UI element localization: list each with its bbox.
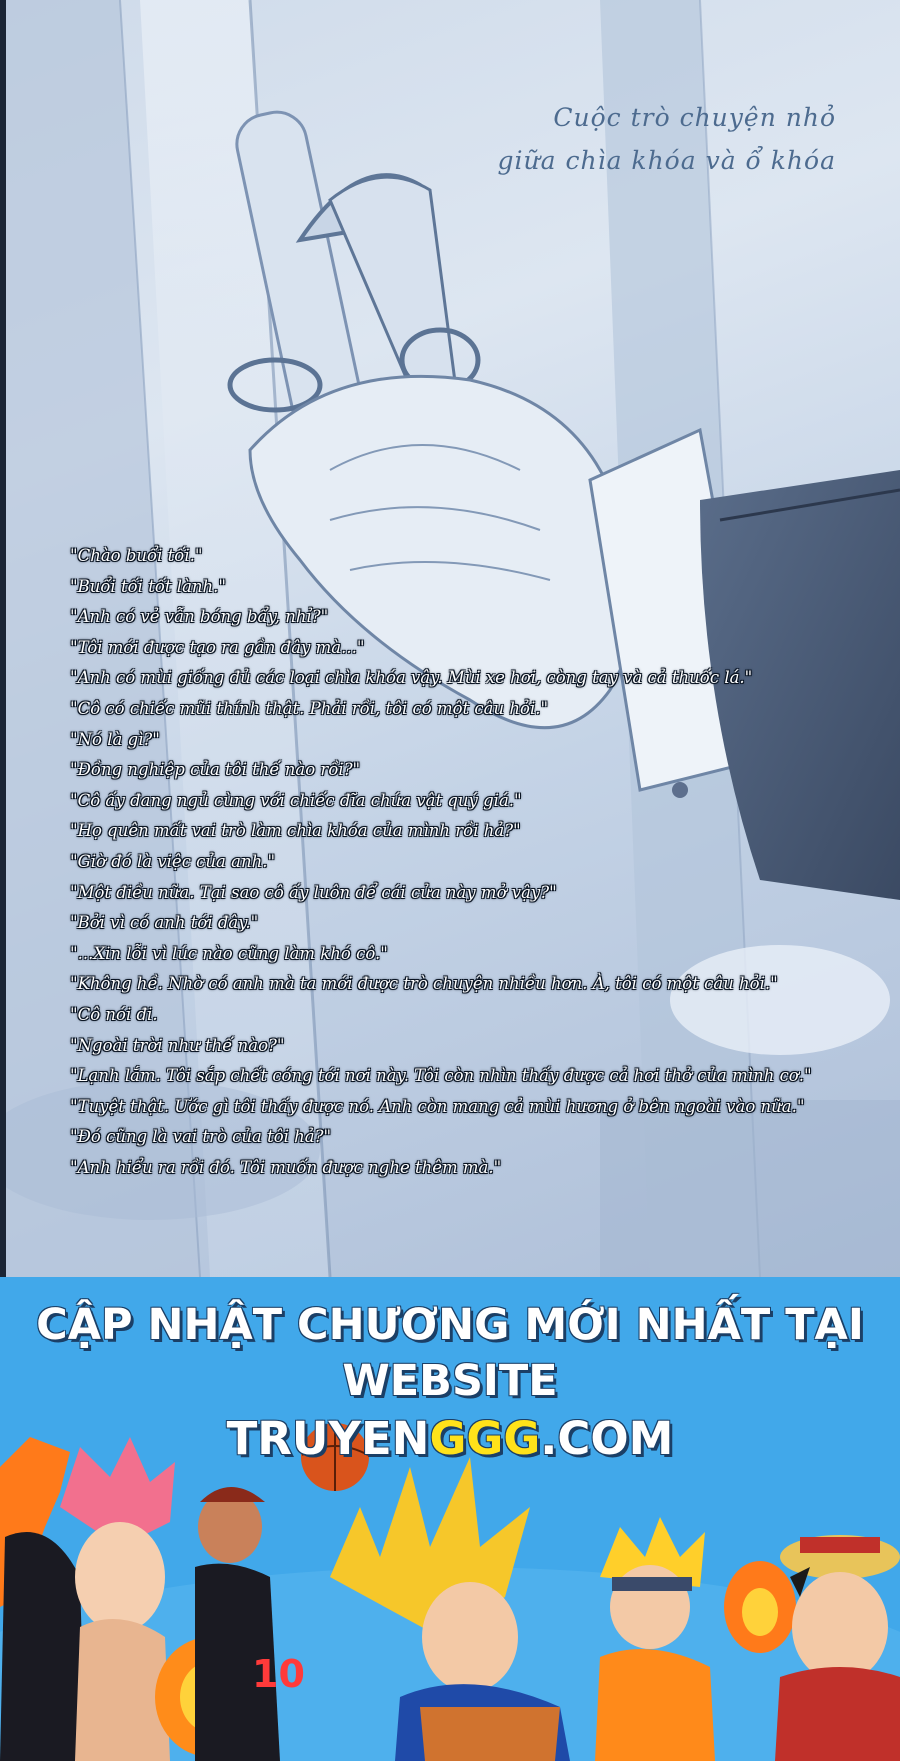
promo-banner[interactable]	[0, 1277, 900, 1761]
dialogue-line: "Họ quên mất vai trò làm chìa khóa của mình rồi hả?"	[70, 821, 521, 841]
dialogue-line: "Đồng nghiệp của tôi thế nào rồi?"	[70, 760, 361, 780]
site-prefix: TRUYEN	[226, 1412, 430, 1465]
dialogue-line: "Giờ đó là việc của anh."	[70, 851, 276, 871]
dialogue-line: "Chào buổi tối."	[70, 546, 203, 565]
left-border	[0, 0, 6, 1277]
promo-headline[interactable]	[0, 1297, 900, 1469]
site-suffix: .COM	[540, 1412, 674, 1465]
dialogue-line: "Anh hiểu ra rồi đó. Tôi muốn được nghe thêm mà."	[70, 1157, 502, 1177]
dialogue-line: "Cô có chiếc mũi thính thật. Phải rồi, tôi có một câu hỏi."	[70, 698, 549, 718]
panel-title-line2: giữa chìa khóa và ổ khóa	[497, 146, 836, 175]
dialogue-line: "Cô ấy đang ngủ cùng với chiếc đĩa chứa vật quý giá."	[70, 790, 522, 810]
jersey-number: 10	[252, 1652, 305, 1696]
dialogue-block	[70, 541, 812, 1183]
site-accent: GGG	[429, 1412, 541, 1465]
dialogue-line: "Ngoài trời như thế nào?"	[70, 1035, 285, 1055]
dialogue-line: "Anh có vẻ vẫn bóng bẩy, nhỉ?"	[70, 607, 329, 627]
dialogue-line: "Tôi mới được tạo ra gần đây mà..."	[70, 637, 365, 657]
dialogue-line: "...Xin lỗi vì lúc nào cũng làm khó cô."	[70, 943, 388, 963]
panel-title-line1: Cuộc trò chuyện nhỏ	[553, 103, 836, 132]
panel-title	[498, 96, 836, 182]
dialogue-line: "Không hề. Nhờ có anh mà ta mới được trò chuyện nhiều hơn. À, tôi có một câu hỏi."	[70, 974, 778, 994]
dialogue-line: "Anh có mùi giống đủ các loại chìa khóa vậy. Mùi xe hơi, còng tay và cả thuốc lá."	[70, 668, 753, 688]
dialogue-line: "Đó cũng là vai trò của tôi hả?"	[70, 1127, 332, 1147]
dialogue-line: "Buổi tối tốt lành."	[70, 576, 227, 596]
dialogue-line: "Cô nói đi.	[70, 1004, 158, 1024]
dialogue-line: "Bởi vì có anh tới đây."	[70, 913, 259, 933]
promo-line1: CẬP NHẬT CHƯƠNG MỚI NHẤT TẠI WEBSITE	[36, 1300, 864, 1406]
dialogue-line: "Nó là gì?"	[70, 729, 160, 749]
website-link[interactable]	[0, 1409, 900, 1469]
dialogue-line: "Lạnh lắm. Tôi sắp chết cóng tới nơi này. Tôi còn nhìn thấy được cả hơi thở của mình cơ."	[70, 1066, 812, 1086]
dialogue-line: "Tuyệt thật. Ước gì tôi thấy được nó. Anh còn mang cả mùi hương ở bên ngoài vào nữa."	[70, 1096, 805, 1116]
dialogue-line: "Một điều nữa. Tại sao cô ấy luôn để cái cửa này mở vậy?"	[70, 882, 557, 902]
